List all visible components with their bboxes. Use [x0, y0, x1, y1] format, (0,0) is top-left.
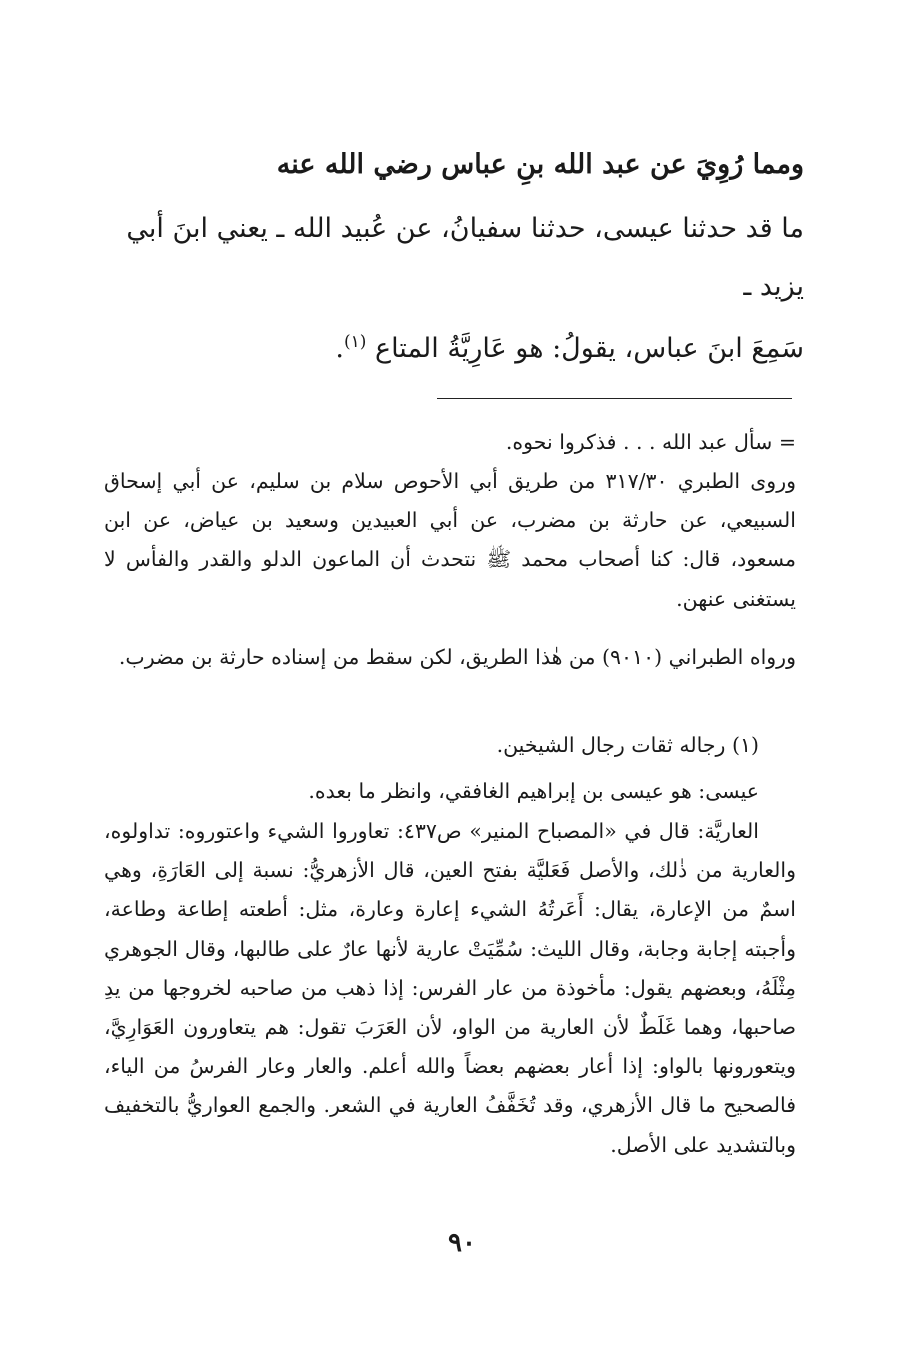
- main-line-3-end: .: [335, 333, 344, 364]
- main-text-line-1: [277, 145, 804, 185]
- footnote-tabari-paragraph: وروى الطبري ٣١٧/٣٠ من طريق أبي الأحوص سلام بن سليم، عن أبي إسحاق السبيعي، عن حارثة بن مضرب، عن أبي العبيدين وسعيد بن عياض، عن ابن مسعود، قال: كنا أصحاب محمد ﷺ نتحدث أن الماعون الدلو والقدر والفأس لا يستغنى عنهن.: [104, 469, 796, 611]
- main-text-line-3: [335, 322, 804, 369]
- footnote-marker-1: (١): [343, 332, 367, 352]
- footnote-1: (١) رجاله ثقات رجال الشيخين.: [496, 733, 759, 757]
- footnote-isa: عيسى: هو عيسى بن إبراهيم الغافقي، وانظر ما بعده.: [308, 779, 759, 803]
- footnote-continuation: = سأل عبد الله . . . فذكروا نحوه.: [505, 430, 796, 454]
- footnote-tabarani-paragraph: ورواه الطبراني (٩٠١٠) من هٰذا الطريق، لكن سقط من إسناده حارثة بن مضرب.: [118, 645, 796, 669]
- main-line-3-text: سَمِعَ ابنَ عباس، يقولُ: هو عَارِيَّةُ المتاع: [374, 333, 804, 364]
- page-number: ٩٠: [448, 1228, 476, 1258]
- footnote-ariya: العاريَّة: قال في «المصباح المنير» ص٤٣٧: تعاوروا الشيء واعتوروه: تداولوه، والعارية من ذٰلك، والأصل فَعَليَّة بفتح العين، قال الأزهريُّ: نسبة إلى العَارَةِ، وهي اسمٌ من الإعارة، يقال: أَعَرتُهُ الشيء إعارة وعارة، مثل: أطعته إطاعة وطاعة، وأجبته إجابة وجابة، وقال الليث: سُمِّيَتْ عارية لأنها عارٌ على طالبها، وقال الجوهري مِثْلَهُ، وبعضهم يقول: مأخوذة من عار الفرس: إذا ذهب من صاحبه لخروجها من يدِ صاحبها، وهما غَلَطٌ لأن العارية من الواو، لأن العَرَبَ تقول: هم يتعاورون العَوَارِيَّ، ويتعورونها بالواو: إذا أعار بعضهم بعضاً والله أعلم. والعار وعار الفرسُ من الياء، فالصحيح ما قال الأزهري، وقد تُخَفَّفُ العارية في الشعر. والجمع العواريُّ بالتخفيف وبالتشديد على الأصل.: [104, 819, 796, 1157]
- footnote-divider: [437, 398, 792, 399]
- main-line-1-text: ومما رُوِيَ عن عبد الله بنِ عباس رضي الله عنه: [276, 149, 804, 180]
- main-text-paragraph-2: ما قد حدثنا عيسى، حدثنا سفيانُ، عن عُبيد الله ـ يعني ابنَ أبي يزيد ـ: [126, 213, 804, 302]
